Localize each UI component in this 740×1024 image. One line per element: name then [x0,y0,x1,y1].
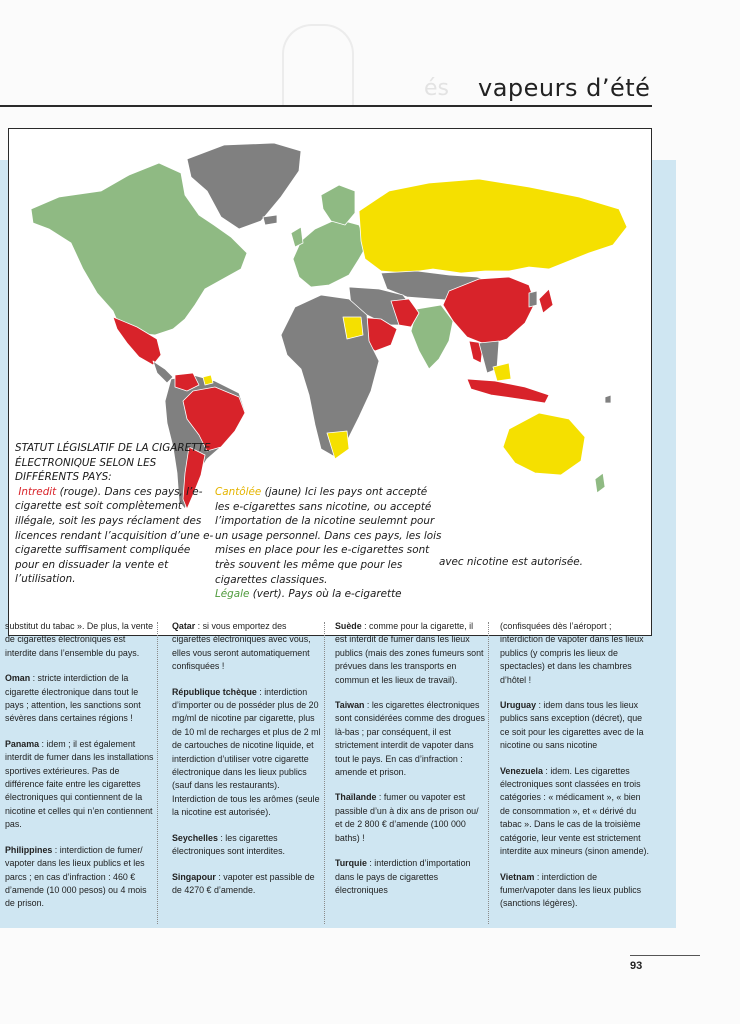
ghost-heading-text: és [424,76,449,101]
japan-shape [539,289,553,313]
entry-paragraph: Singapour : vapoter est passible de de 4270 € d’amende. [172,871,315,895]
entry-paragraph: Qatar : si vous emportez des cigarettes électroniques avec vous, elles vous seront automatiquement confisquées ! [172,621,311,672]
entry-paragraph: République tchèque : interdiction d’importer ou de posséder plus de 20 mg/ml de nicotine par cigarette, plus de 10 ml de recharges et plus de 2 ml de cartouches de nicotine liquide, et interdiction d’utiliser votre cigarette électronique dans les lieux publics (sauf dans les restaurants). Interdiction de tous les arômes (seule la nicotine est autorisée). [172,686,321,818]
entry-paragraph: Turquie : interdiction d’importation dans le pays de cigarettes électroniques [335,858,471,895]
entry-paragraph: Panama : idem ; il est également interdit de fumer dans les installations sportives extérieures. Pas de différence faite entre les cigarettes électroniques qui contiennent de la nicotine et celles qui n’en contiennent pas. [5,738,154,830]
legend-green-text: (vert). Pays où la e-cigarette [249,588,402,601]
legend-red-text: (rouge). Dans ces pays, l’e-cigarette est soit complètement illégale, soit les pays réclament des licences rendant l’acquisition d’une e-cigarette suffisament compliquée pour en dissuader la vente et l’utilisation. [15,485,214,586]
legend-yellow-text: (jaune) Ici les pays ont accepté les e-cigarettes sans nicotine, ou accepté l’importation de la nicotine seulemnt pour un usage personnel. Dans ces pays, les lois mises en place pour les e-cigarettes sont très souvent les même que pour les cigarettes classiques. [215,486,442,586]
world-map-figure [8,128,652,636]
column-divider [488,622,490,924]
entry-paragraph: Venezuela : idem. Les cigarettes électroniques sont classées en trois catégories : « médicament », « bien de consommation », et « dérivé du tabac ». Dans le cas de la troisième catégorie, leur vente est strictement interdite aux mineurs (sinon amende). [500,765,649,857]
legend-red-label: Intredit [18,485,57,498]
new-zealand-shape [595,473,605,493]
uk-shape [291,227,303,247]
legend-title: STATUT LÉGISLATIF DE LA CIGARETTE ÉLECTRONIQUE SELON LES DIFFÉRENTS PAYS: [15,442,211,484]
page-number: 93 [630,960,643,972]
indonesia-shape [467,379,549,403]
header-rule [0,105,652,107]
legend-yellow-label: Cantôlée [215,486,262,498]
legend-green-continuation: avec nicotine est autorisée. [439,556,583,568]
pacific-dot [605,395,611,403]
australia-shape [503,413,585,475]
footer-rule [630,955,700,956]
scandinavia-shape [321,185,355,225]
russia-shape [359,179,627,273]
entry-paragraph: Uruguay : idem dans tous les lieux publics sans exception (décret), que ce soit pour les cigarettes avec de la nicotine ou sans nicotine [500,700,644,751]
entry-paragraph: Suède : comme pour la cigarette, il est interdit de fumer dans les lieux publics (mais des zones fumeurs sont prévues dans les transports en commun et les lieux de travail). [335,621,484,685]
text-column-1 [5,620,155,923]
greenland-shape [187,143,301,229]
entry-paragraph: (confisquées dès l’aéroport ; interdiction de vapoter dans les lieux publics (y compris les lieux de spectacles) et dans les chambres d’hôtel ! [500,621,644,685]
page-header-title: vapeurs d’été [478,74,651,102]
entry-paragraph: Oman : stricte interdiction de la cigarette électronique dans tout le pays ; attention, les sanctions sont sévères dans certaines régions ! [5,673,141,724]
text-column-3 [335,620,485,909]
legend-green-label: Légale [215,588,250,601]
suriname-shape [203,375,213,385]
entry-paragraph: substitut du tabac ». De plus, la vente de cigarettes électroniques est interdite dans l’ensemble du pays. [5,621,154,658]
entry-paragraph: Seychelles : les cigarettes électroniques sont interdites. [172,832,285,857]
legend-yellow-green [215,485,445,602]
south-africa-shape [327,431,349,459]
entry-paragraph: Philippines : interdiction de fumer/ vapoter dans les lieux publics et les parcs ; en cas d’infraction : 460 € d’amende (10 000 pesos) ou 4 mois de prison. [5,844,147,909]
egypt-shape [343,317,363,339]
entry-paragraph: Vietnam : interdiction de fumer/vapoter dans les lieux publics (sanctions légères). [500,871,642,909]
central-america-shape [153,361,173,383]
korea-shape [529,291,537,307]
europe-shape [293,219,367,287]
entry-paragraph: Thaïlande : fumer ou vapoter est passible d’un à dix ans de prison ou/ et de 2 800 € d’amende (100 000 baths) ! [335,792,479,843]
iceland-shape [263,215,277,225]
legend-red [15,441,215,587]
text-column-2 [172,620,322,909]
column-divider [324,622,326,924]
entry-paragraph: Taiwan : les cigarettes électroniques sont considérées comme des drogues là-bas ; par conséquent, il est strictement interdit de vapoter dans tout le pays. En cas d’infraction : amende et prison. [335,700,485,778]
column-divider [157,622,159,924]
text-column-4 [500,620,650,923]
ghost-building-image [282,24,354,106]
